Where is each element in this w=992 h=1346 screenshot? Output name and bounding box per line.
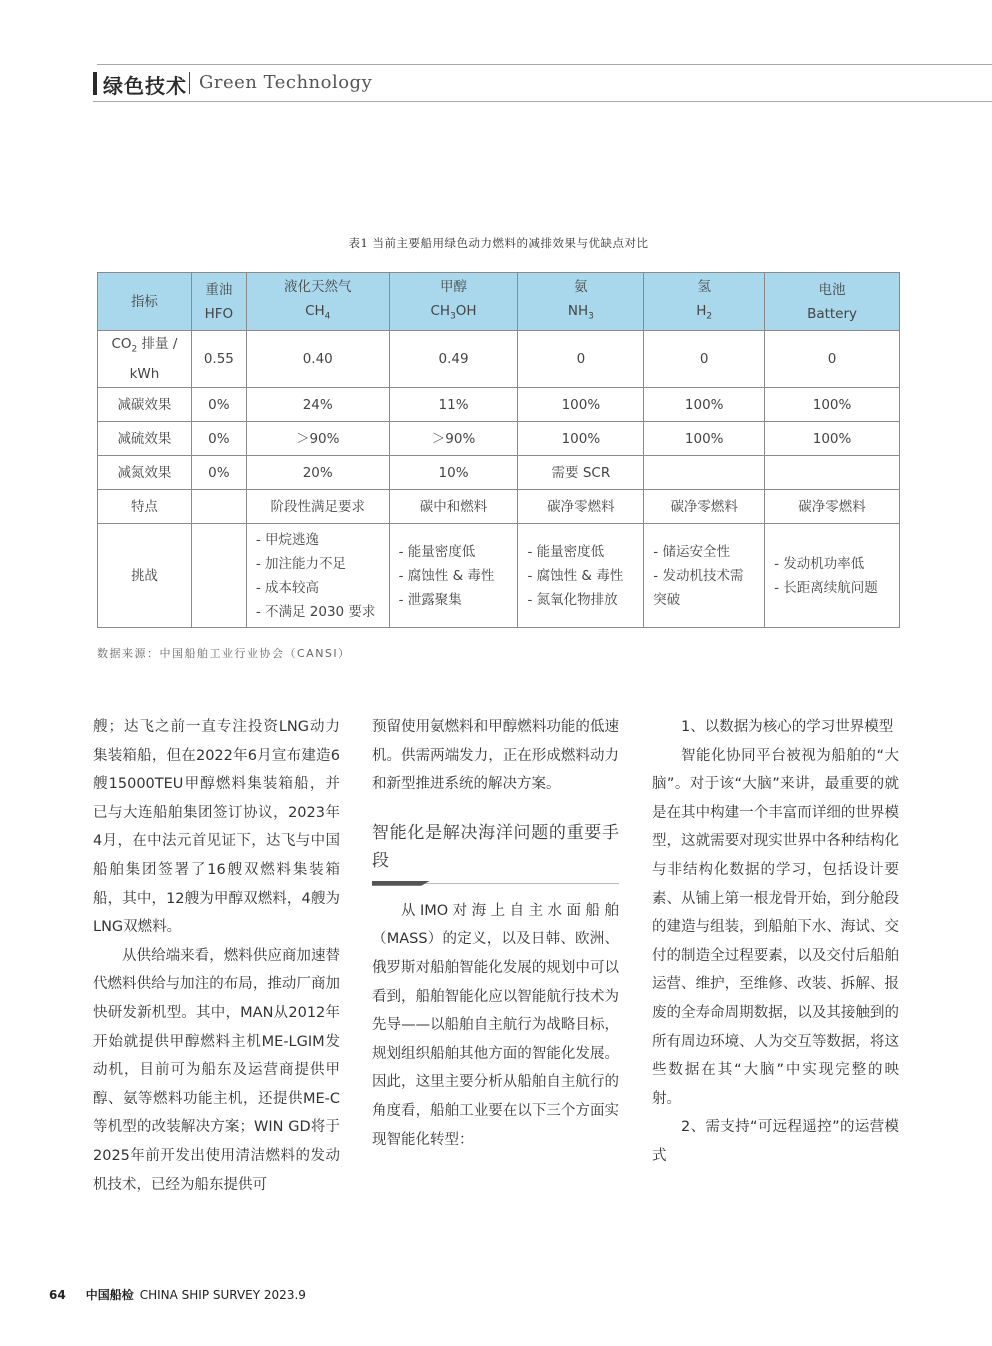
table-cell: 0 xyxy=(518,331,644,388)
section-title-en: Green Technology xyxy=(199,72,373,93)
table-cell: 0.40 xyxy=(246,331,389,388)
header-hydrogen-cn: 氢 xyxy=(697,278,711,295)
subheading: 2、需支持“可远程遥控”的运营模式 xyxy=(652,1119,899,1164)
formula-main: CH xyxy=(305,302,325,319)
table-cell: 0% xyxy=(191,422,246,456)
page-footer xyxy=(49,1286,306,1303)
paragraph: 智能化协同平台被视为船舶的“大脑”。对于该“大脑”来讲，最重要的就是在其中构建一个丰富而详细的世界模型，这就需要对现实世界中各种结构化与非结构化数据的学习，包括设计要素、从铺上第一根龙骨开始，到分舱段的建造与组装，到船舶下水、海试、交付的制造全过程要素，以及交付后船舶运营、维护，至维修、改装、拆解、报废的全寿命周期数据，以及其接触到的所有周边环境、人为交互等数据，将这些数据在其“大脑”中实现完整的映射。 xyxy=(652,747,899,1107)
challenge-item: - 能量密度低 xyxy=(527,543,605,560)
formula-sub: 3 xyxy=(450,311,456,322)
row-label-nitrogen: 减氮效果 xyxy=(98,456,192,490)
journal-brand: 中国船检 xyxy=(85,1288,134,1302)
fuel-comparison-table xyxy=(97,272,900,628)
header-hfo xyxy=(191,273,246,331)
co2-label-main: CO xyxy=(111,336,132,353)
table-cell: 11% xyxy=(389,388,518,422)
table-cell: 0% xyxy=(191,388,246,422)
challenge-item: - 不满足 2030 要求 xyxy=(255,603,376,620)
header-ammonia xyxy=(518,273,644,331)
table-row-challenges xyxy=(98,524,900,628)
co2-label-sub: 2 xyxy=(131,344,138,355)
formula-main: NH xyxy=(567,302,589,319)
formula-sub: 2 xyxy=(706,311,713,322)
table-cell xyxy=(644,456,765,490)
table-cell: 阶段性满足要求 xyxy=(246,490,389,524)
challenge-item: - 甲烷逃逸 xyxy=(255,531,319,548)
formula-sub: 3 xyxy=(588,311,594,322)
paragraph: 艘；达飞之前一直专注投资LNG动力集装箱船，但在2022年6月宣布建造6艘15000TEU甲醇燃料集装箱船，并已与大连船舶集团签订协议，2023年4月，在中法元首见证下，达飞与中国船舶集团签署了16艘双燃料集装箱船，其中，12艘为甲醇双燃料，4艘为LNG双燃料。 xyxy=(93,719,340,936)
row-label-co2 xyxy=(98,331,192,388)
formula-main: H xyxy=(696,302,707,319)
header-lng-cn: 液化天然气 xyxy=(283,278,352,295)
table-cell: 0.49 xyxy=(389,331,518,388)
row-label-carbon: 减碳效果 xyxy=(98,388,192,422)
challenge-item: - 成本较高 xyxy=(255,579,319,596)
header-battery-cn: 电池 xyxy=(818,281,846,298)
table-row-co2 xyxy=(98,331,900,388)
table-cell: 0 xyxy=(765,331,900,388)
section-heading: 智能化是解决海洋问题的重要手段 xyxy=(372,822,619,871)
co2-label-unit: 排量 / kWh xyxy=(129,336,178,382)
challenge-item: - 腐蚀性 & 毒性 xyxy=(398,567,495,584)
row-label-challenges: 挑战 xyxy=(98,524,192,628)
table-caption: 表1 当前主要船用绿色动力燃料的减排效果与优缺点对比 xyxy=(348,236,649,250)
table-cell: 0% xyxy=(191,456,246,490)
text-column-1 xyxy=(93,713,340,1199)
challenges-battery xyxy=(765,524,900,628)
header-battery-en: Battery xyxy=(807,305,858,322)
challenge-item: 突破 xyxy=(653,591,681,608)
journal-issue: CHINA SHIP SURVEY 2023.9 xyxy=(139,1288,306,1302)
table-cell: 24% xyxy=(246,388,389,422)
table-cell: 0.55 xyxy=(191,331,246,388)
top-rule xyxy=(97,64,992,65)
table-cell: 碳净零燃料 xyxy=(765,490,900,524)
challenge-item: - 氮氧化物排放 xyxy=(527,591,618,608)
table-cell: 100% xyxy=(518,388,644,422)
challenge-item: - 储运安全性 xyxy=(653,543,730,560)
header-methanol xyxy=(389,273,518,331)
header-ammonia-formula xyxy=(518,299,643,329)
section-heading-rule xyxy=(372,881,619,887)
table-row-nitrogen xyxy=(98,456,900,490)
table-row-sulfur xyxy=(98,422,900,456)
section-marker-bar xyxy=(93,72,97,95)
table-header-row xyxy=(98,273,900,331)
table-cell: ＞90% xyxy=(389,422,518,456)
table-cell: 碳中和燃料 xyxy=(389,490,518,524)
text-column-3 xyxy=(652,713,899,1171)
table-cell: 10% xyxy=(389,456,518,490)
table-cell: 100% xyxy=(644,422,765,456)
header-hfo-cn: 重油 xyxy=(205,281,233,298)
challenge-item: - 发动机功率低 xyxy=(774,555,865,572)
challenges-hydrogen xyxy=(644,524,765,628)
table-cell: 100% xyxy=(518,422,644,456)
formula-main: CH xyxy=(430,302,451,319)
header-rule xyxy=(93,101,992,102)
challenges-ammonia xyxy=(518,524,644,628)
table-cell: 需要 SCR xyxy=(518,456,644,490)
formula-tail: OH xyxy=(455,302,477,319)
table-cell: 0 xyxy=(644,331,765,388)
challenge-item: - 加注能力不足 xyxy=(255,555,346,572)
table-cell xyxy=(765,456,900,490)
paragraph: 从供给端来看，燃料供应商加速替代燃料供给与加注的布局，推动厂商加快研发新机型。其中，MAN从2012年开始就提供甲醇燃料主机ME-LGIM发动机，目前可为船东及运营商提供甲醇、氨等燃料功能主机，还提供ME-C等机型的改装解决方案；WIN GD将于2025年前开发出使用清洁燃料的发动机技术，已经为船东提供可 xyxy=(93,947,340,1193)
section-title-divider xyxy=(189,72,190,94)
page-number: 64 xyxy=(49,1288,66,1302)
table-cell xyxy=(191,524,246,628)
text-column-2 xyxy=(372,713,619,1154)
section-title-cn: 绿色技术 xyxy=(103,74,187,98)
table-cell: 100% xyxy=(765,422,900,456)
row-label-sulfur: 减硫效果 xyxy=(98,422,192,456)
challenge-item: - 长距离续航问题 xyxy=(774,579,878,596)
table-cell: 20% xyxy=(246,456,389,490)
header-lng xyxy=(246,273,389,331)
subheading: 1、以数据为核心的学习世界模型 xyxy=(681,719,894,735)
table-source-note: 数据来源：中国船舶工业行业协会（CANSI） xyxy=(97,647,351,660)
paragraph: 从IMO对海上自主水面船舶（MASS）的定义，以及日韩、欧洲、俄罗斯对船舶智能化发展的规划中可以看到，船舶智能化应以智能航行技术为先导——以船舶自主航行为战略目标，规划组织船舶其他方面的智能化发展。因此，这里主要分析从船舶自主航行的角度看，船舶工业要在以下三个方面实现智能化转型： xyxy=(372,902,619,1148)
rule-thick xyxy=(372,881,430,886)
challenge-item: - 能量密度低 xyxy=(398,543,476,560)
header-hydrogen-formula xyxy=(644,299,764,329)
paragraph: 预留使用氨燃料和甲醇燃料功能的低速机。供需两端发力，正在形成燃料动力和新型推进系统的解决方案。 xyxy=(372,719,619,793)
table-cell: 100% xyxy=(644,388,765,422)
header-hfo-en: HFO xyxy=(204,305,234,322)
challenges-lng xyxy=(246,524,389,628)
table-cell: 碳净零燃料 xyxy=(518,490,644,524)
header-ammonia-cn: 氨 xyxy=(574,278,588,295)
table-row-features xyxy=(98,490,900,524)
table-row-carbon xyxy=(98,388,900,422)
header-hydrogen xyxy=(644,273,765,331)
challenge-item: - 泄露聚集 xyxy=(398,591,462,608)
challenge-item: - 腐蚀性 & 毒性 xyxy=(527,567,624,584)
table-cell xyxy=(191,490,246,524)
header-battery xyxy=(765,273,900,331)
header-methanol-formula xyxy=(390,299,518,329)
table-cell: 100% xyxy=(765,388,900,422)
formula-sub: 4 xyxy=(324,311,331,322)
challenges-methanol xyxy=(389,524,518,628)
header-indicator: 指标 xyxy=(98,273,192,331)
challenge-item: - 发动机技术需 xyxy=(653,567,744,584)
header-methanol-cn: 甲醇 xyxy=(440,278,468,295)
row-label-features: 特点 xyxy=(98,490,192,524)
table-cell: ＞90% xyxy=(246,422,389,456)
header-lng-formula xyxy=(247,299,389,329)
table-cell: 碳净零燃料 xyxy=(644,490,765,524)
